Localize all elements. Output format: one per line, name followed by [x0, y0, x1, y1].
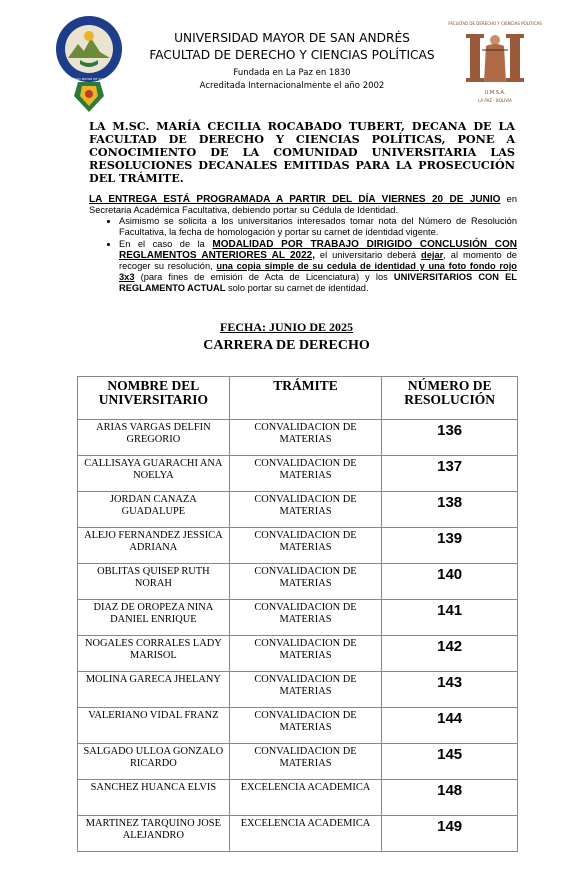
table-row — [78, 492, 518, 528]
university-name: UNIVERSIDAD MAYOR DE SAN ANDRÉS — [174, 31, 410, 45]
column-header-name: NOMBRE DEL UNIVERSITARIO — [78, 377, 230, 420]
tramite-cell: CONVALIDACION DE MATERIAS — [229, 456, 382, 492]
document-header — [128, 30, 456, 92]
tramite-cell: EXCELENCIA ACADEMICA — [229, 816, 382, 852]
student-name: OBLITAS QUISEP RUTH NORAH — [78, 564, 230, 600]
notice-section — [89, 194, 517, 295]
founded-line: Fundada en La Paz en 1830 — [233, 68, 351, 78]
column-header-resolution: NÚMERO DE RESOLUCIÓN — [382, 377, 518, 420]
b2-e: , al momento de recoger su resolución, — [119, 250, 517, 271]
tramite-cell: CONVALIDACION DE MATERIAS — [229, 672, 382, 708]
notice-list — [89, 216, 517, 294]
table-row — [78, 528, 518, 564]
student-name: SALGADO ULLOA GONZALO RICARDO — [78, 744, 230, 780]
resolutions-table — [77, 376, 518, 852]
b2-c: el universitario deberá — [314, 250, 422, 260]
resolution-number: 144 — [382, 708, 518, 744]
tramite-cell: CONVALIDACION DE MATERIAS — [229, 564, 382, 600]
tramite-cell: CONVALIDACION DE MATERIAS — [229, 600, 382, 636]
tramite-cell: CONVALIDACION DE MATERIAS — [229, 744, 382, 780]
resolution-number: 149 — [382, 816, 518, 852]
career-heading: CARRERA DE DERECHO — [203, 338, 370, 353]
tramite-cell: CONVALIDACION DE MATERIAS — [229, 492, 382, 528]
resolution-number: 145 — [382, 744, 518, 780]
table-row — [78, 816, 518, 852]
notice-bullet-2 — [119, 239, 517, 294]
faculty-name: FACULTAD DE DERECHO Y CIENCIAS POLÍTICAS — [149, 48, 435, 62]
student-name: MOLINA GARECA JHELANY — [78, 672, 230, 708]
table-row — [78, 456, 518, 492]
resolution-number: 136 — [382, 420, 518, 456]
b2-i: solo portar su carnet de identidad. — [225, 283, 369, 293]
table-row — [78, 780, 518, 816]
accredited-line: Acreditada Internacionalmente el año 2002 — [199, 81, 385, 91]
b2-dejar: dejar — [421, 250, 444, 260]
student-name: NOGALES CORRALES LADY MARISOL — [78, 636, 230, 672]
table-row — [78, 744, 518, 780]
tramite-cell: CONVALIDACION DE MATERIAS — [229, 708, 382, 744]
table-row — [78, 672, 518, 708]
table-row — [78, 564, 518, 600]
emblem-top-text: FACULTAD DE DERECHO Y CIENCIAS POLITICAS — [448, 21, 542, 26]
table-row — [78, 636, 518, 672]
notice-bullet-1: • Asimismo se solicita a los universitarios interesados tomar nota del Número de Resolución Facultativa, la fecha de homologación y portar su carnet de identidad vigente. — [119, 216, 517, 238]
emblem-umsa-text: U.M.S.A. — [484, 90, 506, 96]
student-name: ALEJO FERNANDEZ JESSICA ADRIANA — [78, 528, 230, 564]
student-name: JORDAN CANAZA GUADALUPE — [78, 492, 230, 528]
date-heading: FECHA: JUNIO DE 2025 — [219, 320, 353, 334]
resolution-number: 140 — [382, 564, 518, 600]
resolution-number: 139 — [382, 528, 518, 564]
table-row — [78, 420, 518, 456]
delivery-date-text: LA ENTREGA ESTÁ PROGRAMADA A PARTIR DEL DÍA VIERNES 20 DE JUNIO — [89, 194, 501, 205]
b2-a: En el caso de la — [119, 239, 213, 249]
b2-g: (para fines de emisión de Acta de Licenciatura) y los — [134, 272, 394, 282]
table-header-row — [78, 377, 518, 420]
intro-paragraph: LA M.SC. MARÍA CECILIA ROCABADO TUBERT, DECANA DE LA FACULTAD DE DERECHO Y CIENCIAS POLÍTICAS, PONE A CONOCIMIENTO DE LA COMUNIDAD UNIVERSITARIA LAS RESOLUCIONES DECANALES EMITIDAS PARA LA PROSECUCIÓN DEL TRÁMITE. — [89, 119, 515, 185]
table-row — [78, 708, 518, 744]
resolution-number: 138 — [382, 492, 518, 528]
tramite-cell: CONVALIDACION DE MATERIAS — [229, 528, 382, 564]
resolution-number: 142 — [382, 636, 518, 672]
b2-modalidad: MODALIDAD POR TRABAJO DIRIGIDO CONCLUSIÓN CON REGLAMENTOS ANTERIORES AL 2022, — [119, 239, 518, 261]
student-name: CALLISAYA GUARACHI ANA NOELYA — [78, 456, 230, 492]
resolution-number: 137 — [382, 456, 518, 492]
umsa-seal-logo — [54, 14, 124, 114]
seal-ring-text: UNIVERSIDAD MAYOR DE SAN ANDRES — [59, 77, 119, 81]
emblem-city-text: LA PAZ - BOLIVIA — [478, 98, 512, 103]
resolution-number: 148 — [382, 780, 518, 816]
b2-copia: una copia simple de su cedula de identidad y una foto fondo rojo 3x3 — [119, 261, 517, 282]
student-name: SANCHEZ HUANCA ELVIS — [78, 780, 230, 816]
faculty-emblem-logo — [448, 16, 542, 108]
tramite-cell: CONVALIDACION DE MATERIAS — [229, 420, 382, 456]
resolution-number: 143 — [382, 672, 518, 708]
student-name: MARTINEZ TARQUINO JOSE ALEJANDRO — [78, 816, 230, 852]
student-name: DIAZ DE OROPEZA NINA DANIEL ENRIQUE — [78, 600, 230, 636]
table-row — [78, 600, 518, 636]
tramite-cell: CONVALIDACION DE MATERIAS — [229, 636, 382, 672]
column-header-tramite: TRÁMITE — [229, 377, 382, 420]
tramite-cell: EXCELENCIA ACADEMICA — [229, 780, 382, 816]
b2-reglamento: UNIVERSITARIOS CON EL REGLAMENTO ACTUAL — [119, 272, 517, 293]
delivery-rest-text: en Secretaria Académica Facultativa, debiendo portar su Cédula de Identidad. — [89, 194, 517, 215]
student-name: VALERIANO VIDAL FRANZ — [78, 708, 230, 744]
resolution-number: 141 — [382, 600, 518, 636]
delivery-paragraph — [89, 194, 517, 216]
student-name: ARIAS VARGAS DELFIN GREGORIO — [78, 420, 230, 456]
